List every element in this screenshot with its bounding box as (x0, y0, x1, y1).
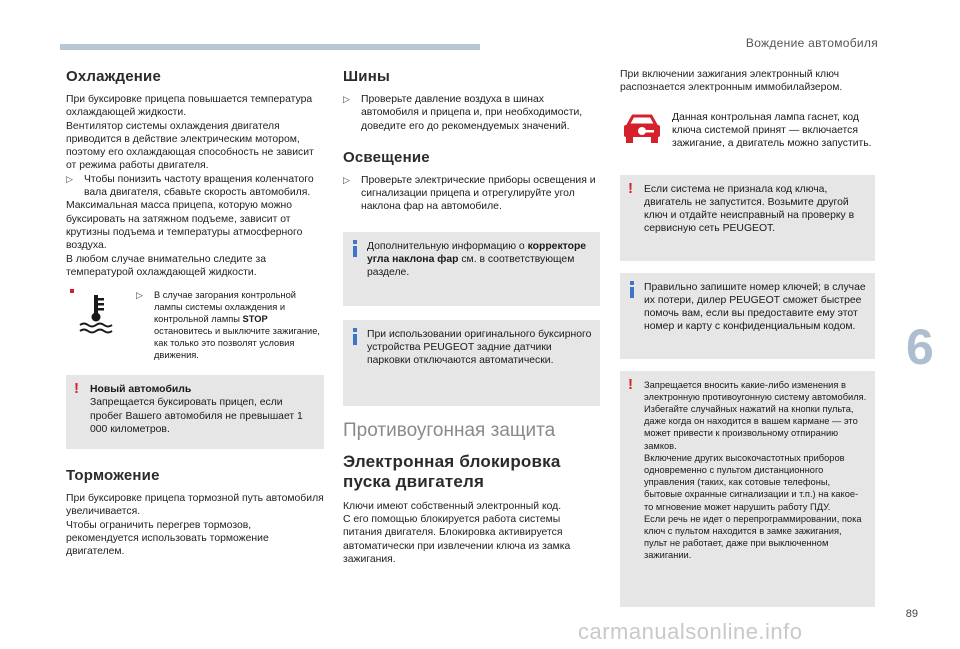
tyres-title: Шины (343, 68, 390, 85)
exclamation-icon: ! (74, 380, 79, 398)
immobiliser-paragraph: С его помощью блокируется работа системы питания двигателя. Блокировка активируется автоматически при извлечении ключа из замка зажигания. (343, 514, 571, 565)
cooling-title: Охлаждение (66, 68, 162, 85)
tyres-bullet: ▷ Проверьте давление воздуха в шинах автомобиля и прицепа и, при необходимости, доведите его до рекомендуемых значений. (343, 94, 583, 132)
cooling-paragraph: Вентилятор системы охлаждения двигателя приводится в действие электрическим мотором, поэтому его охлаждающая способность не зависит от режима работы двигателя. (66, 120, 314, 172)
lighting-title: Освещение (343, 148, 430, 166)
column-1 (66, 62, 324, 559)
stop-label: STOP (242, 314, 268, 325)
arrow-bullet-icon: ▷ (343, 174, 350, 185)
column-2 (343, 62, 600, 566)
immobiliser-title: Электронная блокировка пуска двигателя (343, 451, 561, 491)
info-icon (353, 240, 357, 258)
immobiliser-lamp-row (620, 111, 875, 161)
coolant-warning-bullet: ▷ В случае загорания контрольной лампы системы охлаждения и контрольной лампы STOP остановитесь и выключите зажигание, как только это позволят условия движения. (136, 290, 320, 361)
immobiliser-paragraph: Ключи имеют собственный электронный код. (343, 500, 562, 512)
braking-paragraph: При буксировке прицепа тормозной путь автомобиля увеличивается. (66, 493, 324, 518)
car-key-icon (620, 111, 672, 161)
arrow-bullet-icon: ▷ (136, 290, 143, 301)
lighting-bullet: ▷ Проверьте электрические приборы освещения и сигнализации прицепа и отрегулируйте угол наклона фар на автомобиле. (343, 174, 596, 213)
new-car-warning-box (66, 375, 324, 449)
arrow-bullet-icon: ▷ (343, 94, 350, 104)
immobiliser-lamp-text: Данная контрольная лампа гаснет, код ключа системой принят — включается зажигание, а двигатель можно запустить. (672, 111, 872, 150)
braking-title: Торможение (66, 467, 160, 485)
cooling-bullet: ▷ Чтобы понизить частоту вращения коленчатого вала двигателя, сбавьте скорость автомобиля. (66, 173, 314, 199)
new-car-title: Новый автомобиль (90, 384, 192, 396)
info-icon (630, 281, 634, 299)
info-icon (353, 328, 357, 346)
page-number: 89 (905, 608, 918, 620)
antitheft-title: Противоугонная защита (343, 419, 556, 441)
headlamp-info-box: Дополнительную информацию о корректоре угла наклона фар см. в соответствующем разделе. (343, 232, 600, 306)
headlamp-adjust-link: корректоре угла наклона фар (367, 240, 587, 266)
immobiliser-recognition-text: При включении зажигания электронный ключ распознается электронным иммобилайзером. (620, 69, 843, 94)
chapter-tab: 6 (902, 316, 960, 382)
cooling-paragraph: При буксировке прицепа повышается температура охлаждающей жидкости. (66, 94, 313, 119)
exclamation-icon: ! (628, 179, 633, 197)
parking-sensor-info-box: При использовании оригинального буксирного устройства PEUGEOT задние датчики парковки отключаются автоматически. (343, 320, 600, 406)
cooling-paragraph: В любом случае внимательно следите за температурой охлаждающей жидкости. (66, 253, 266, 278)
arrow-bullet-icon: ▷ (66, 173, 73, 184)
exclamation-icon: ! (628, 375, 633, 393)
modification-warning-box: ! Запрещается вносить какие-либо изменения в электронную противоугонную систему автомобиля. Избегайте случайных нажатий на кнопки пульта, даже когда он находится в вашем кармане — это может привести к произвольному отпиранию замков. Включение других высокочастотных приборов одновременно с пультом дистанционного управления (таких, как сотовые телефоны, бытовые охранные сигнализации и т.п.) на какое-то мгновение может нарушить работу ПДУ. Если речь не идет о перепрограммировании, пока ключ с пультом находится в замке зажигания, пульт не работает, даже при выключенном зажигании. (620, 371, 875, 607)
key-not-recognised-warning-box: ! Если система не признала код ключа, двигатель не запустится. Возьмите другой ключ и отдайте неисправный на проверку в сервисную сеть PEUGEOT. (620, 175, 875, 261)
watermark: carmanualsonline.info (578, 619, 803, 644)
new-car-text: Запрещается буксировать прицеп, если пробег Вашего автомобиля не превышает 1 000 километров. (90, 397, 303, 436)
coolant-warning-row (66, 289, 324, 361)
header-bar (60, 44, 480, 50)
cooling-paragraph: Максимальная масса прицепа, которую можно буксировать на затяжном подъеме, зависит от крутизны подъема и температуры атмосферного воздуха. (66, 200, 303, 252)
section-title: Вождение автомобиля (745, 36, 878, 50)
braking-paragraph: Чтобы ограничить перегрев тормозов, рекомендуется использовать торможение двигателем. (66, 519, 269, 558)
key-number-info-box: Правильно запишите номер ключей; в случае их потери, дилер PEUGEOT сможет быстрее помочь вам, если вы предоставите ему этот номер и карту с конфиденциальным кодом. (620, 273, 875, 359)
coolant-temperature-icon (66, 289, 136, 349)
column-3 (620, 68, 875, 607)
